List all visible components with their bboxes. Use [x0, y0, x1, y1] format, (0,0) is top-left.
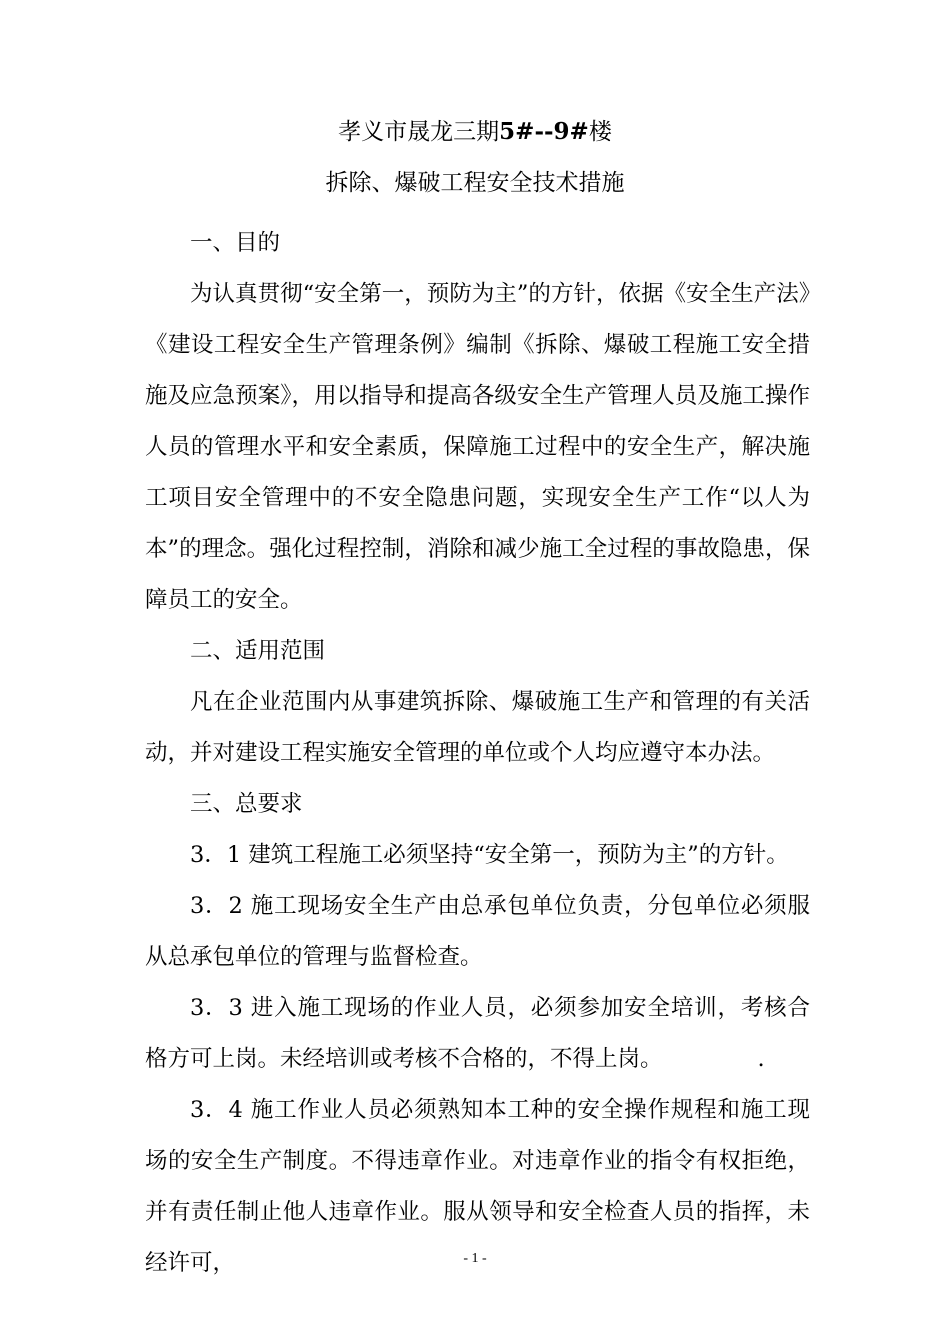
title-prefix: 孝义市晟龙三期 — [338, 119, 500, 145]
section-heading-purpose: 一、目的 — [190, 230, 281, 256]
document-title — [0, 117, 950, 147]
document-subtitle: 拆除、爆破工程安全技术措施 — [325, 170, 625, 196]
title-building-number: 5#--9# — [499, 118, 589, 145]
requirement-item-3-4: 3．4 施工作业人员必须熟知本工种的安全操作规程和施工现场的安全生产制度。不得违章作业。对违章作业的指令有权拒绝，并有责任制止他人违章作业。服从领导和安全检查人员的指挥，未经许可， — [145, 1097, 810, 1276]
document-body — [145, 218, 810, 1289]
stray-mark: . — [757, 1046, 765, 1072]
requirement-item-3-1: 3．1 建筑工程施工必须坚持“安全第一，预防为主”的方针。 — [190, 842, 789, 868]
requirement-item-3-3 — [145, 983, 810, 1085]
requirement-item-3-3-text: 3．3 进入施工现场的作业人员，必须参加安全培训，考核合格方可上岗。未经培训或考核不合格的，不得上岗。 — [145, 995, 810, 1072]
section-heading-scope: 二、适用范围 — [190, 638, 326, 664]
section-heading-general-requirements: 三、总要求 — [190, 791, 303, 817]
section-paragraph-purpose: 为认真贯彻“安全第一，预防为主”的方针，依据《安全生产法》《建设工程安全生产管理条例》编制《拆除、爆破工程施工安全措施及应急预案》，用以指导和提高各级安全生产管理人员及施工操作人员的管理水平和安全素质，保障施工过程中的安全生产，解决施工项目安全管理中的不安全隐患问题，实现安全生产工作“以人为本”的理念。强化过程控制，消除和减少施工全过程的事故隐患，保障员工的安全。 — [145, 281, 810, 613]
requirement-item-3-2: 3．2 施工现场安全生产由总承包单位负责，分包单位必须服从总承包单位的管理与监督检查。 — [145, 893, 810, 970]
page-number: - 1 - — [463, 1251, 487, 1266]
title-suffix: 楼 — [588, 119, 612, 145]
section-paragraph-scope: 凡在企业范围内从事建筑拆除、爆破施工生产和管理的有关活动，并对建设工程实施安全管理的单位或个人均应遵守本办法。 — [145, 689, 810, 766]
